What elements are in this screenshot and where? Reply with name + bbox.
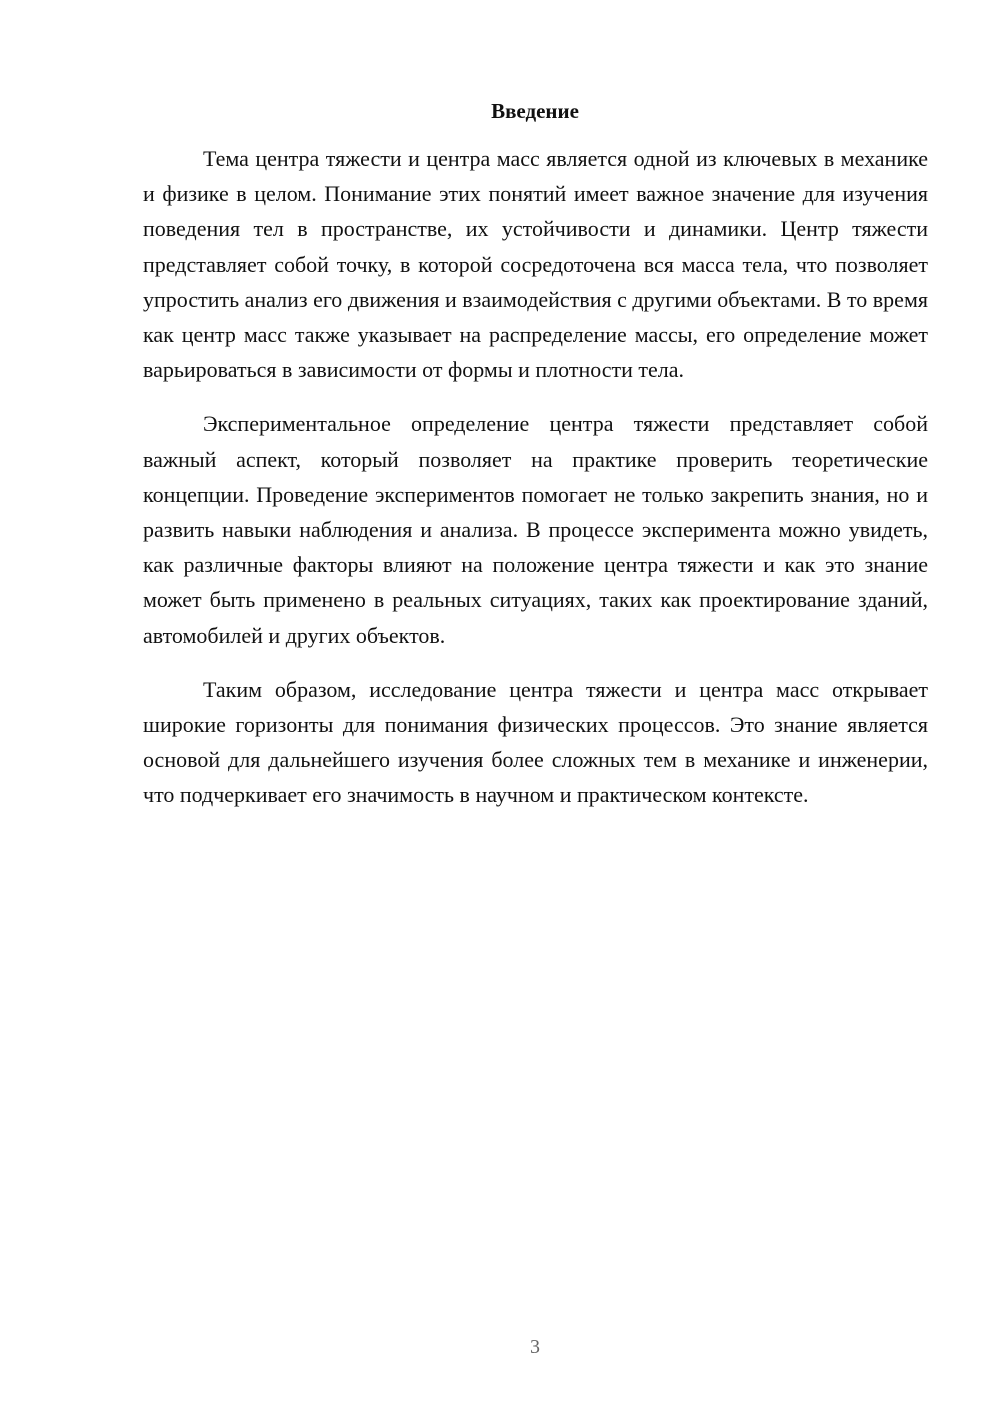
paragraph-1: Тема центра тяжести и центра масс является одной из ключевых в механике и физике в целом. Понимание этих понятий имеет важное значение для изучения поведения тел в пространстве, их устойчивости и динамики. Центр тяжести представляет собой точку, в которой сосредоточена вся масса тела, что позволяет упростить анализ его движения и взаимодействия с другими объектами. В то время как центр масс также указывает на распределение массы, его определение может варьироваться в зависимости от формы и плотности тела. (143, 146, 928, 383)
paragraph-2: Экспериментальное определение центра тяжести представляет собой важный аспект, который позволяет на практике проверить теоретические концепции. Проведение экспериментов помогает не только закрепить знания, но и развить навыки наблюдения и анализа. В процессе эксперимента можно увидеть, как различные факторы влияют на положение центра тяжести и как это знание может быть применено в реальных ситуациях, таких как проектирование зданий, автомобилей и других объектов. (143, 411, 928, 648)
paragraph-3: Таким образом, исследование центра тяжести и центра масс открывает широкие горизонты для понимания физических процессов. Это знание является основой для дальнейшего изучения более сложных тем в механике и инженерии, что подчеркивает его значимость в научном и практическом контексте. (143, 676, 928, 808)
section-title: Введение (491, 99, 579, 123)
body-text (143, 141, 928, 832)
page-number: 3 (530, 1336, 540, 1358)
